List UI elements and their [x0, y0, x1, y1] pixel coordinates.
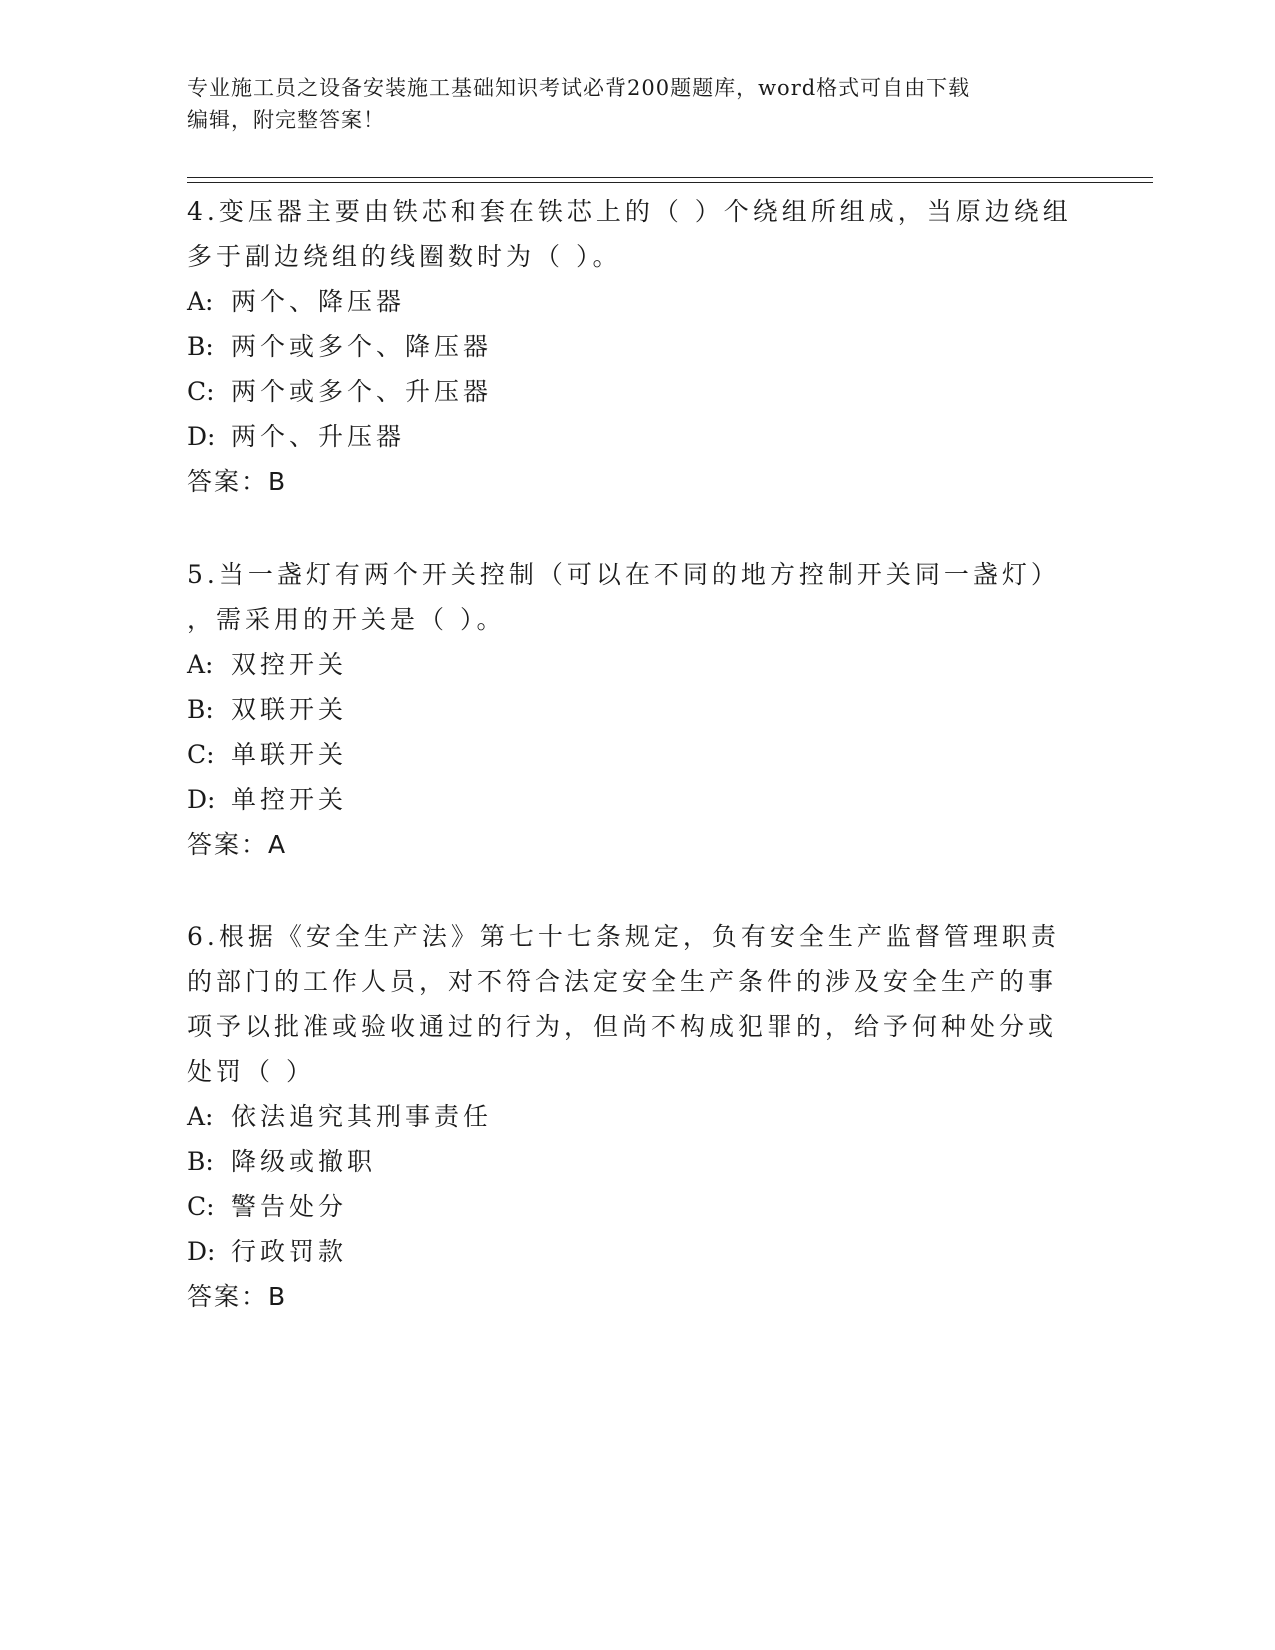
option-key: A:	[187, 287, 214, 316]
option-text: 两个或多个、降压器	[231, 332, 493, 361]
question-5	[187, 552, 1087, 867]
question-stem	[187, 189, 1087, 279]
option-text: 双联开关	[231, 695, 348, 724]
option-c	[187, 369, 1087, 414]
question-stem	[187, 914, 1087, 1094]
option-key: B:	[187, 695, 214, 724]
option-d	[187, 777, 1087, 822]
option-key: C:	[187, 1192, 215, 1221]
question-stem-line: 处罚（ ）	[187, 1057, 315, 1086]
answer-line: 答案：B	[187, 1282, 288, 1311]
question-stem-line: 4.变压器主要由铁芯和套在铁芯上的（ ）个绕组所组成，当原边绕组	[187, 197, 1072, 226]
option-key: C:	[187, 377, 215, 406]
option-key: D:	[187, 785, 216, 814]
header-line-2: 编辑，附完整答案！	[187, 108, 385, 132]
question-stem-line: 项予以批准或验收通过的行为，但尚不构成犯罪的，给予何种处分或	[187, 1012, 1058, 1041]
option-text: 行政罚款	[231, 1237, 348, 1266]
question-stem	[187, 552, 1087, 642]
option-b	[187, 687, 1087, 732]
option-text: 两个、升压器	[231, 422, 406, 451]
option-key: B:	[187, 1147, 214, 1176]
option-key: D:	[187, 1237, 216, 1266]
question-stem-line: 的部门的工作人员，对不符合法定安全生产条件的涉及安全生产的事	[187, 967, 1058, 996]
option-text: 警告处分	[231, 1192, 348, 1221]
question-4	[187, 189, 1087, 504]
answer-line: 答案：B	[187, 467, 288, 496]
header-divider-bottom	[187, 182, 1153, 183]
question-stem-line: 多于副边绕组的线圈数时为（ ）。	[187, 242, 622, 271]
option-b	[187, 1139, 1087, 1184]
option-text: 单联开关	[231, 740, 348, 769]
header-note	[187, 72, 1067, 136]
option-d	[187, 414, 1087, 459]
option-key: B:	[187, 332, 214, 361]
header-line-1: 专业施工员之设备安装施工基础知识考试必背200题题库，word格式可自由下载	[187, 76, 971, 100]
option-key: D:	[187, 422, 216, 451]
option-text: 两个、降压器	[231, 287, 406, 316]
header-divider-top	[187, 177, 1153, 178]
option-key: C:	[187, 740, 215, 769]
option-text: 单控开关	[231, 785, 348, 814]
option-c	[187, 1184, 1087, 1229]
option-key: A:	[187, 1102, 214, 1131]
option-c	[187, 732, 1087, 777]
question-stem-line: ，需采用的开关是（ ）。	[187, 605, 506, 634]
answer-line: 答案：A	[187, 830, 288, 859]
question-stem-line: 6.根据《安全生产法》第七十七条规定，负有安全生产监督管理职责	[187, 922, 1060, 951]
option-d	[187, 1229, 1087, 1274]
option-a	[187, 1094, 1087, 1139]
question-stem-line: 5.当一盏灯有两个开关控制（可以在不同的地方控制开关同一盏灯）	[187, 560, 1060, 589]
option-b	[187, 324, 1087, 369]
option-key: A:	[187, 650, 214, 679]
option-text: 降级或撤职	[231, 1147, 377, 1176]
option-a	[187, 279, 1087, 324]
question-6	[187, 914, 1087, 1319]
option-text: 依法追究其刑事责任	[231, 1102, 493, 1131]
option-text: 两个或多个、升压器	[231, 377, 493, 406]
option-text: 双控开关	[231, 650, 348, 679]
option-a	[187, 642, 1087, 687]
